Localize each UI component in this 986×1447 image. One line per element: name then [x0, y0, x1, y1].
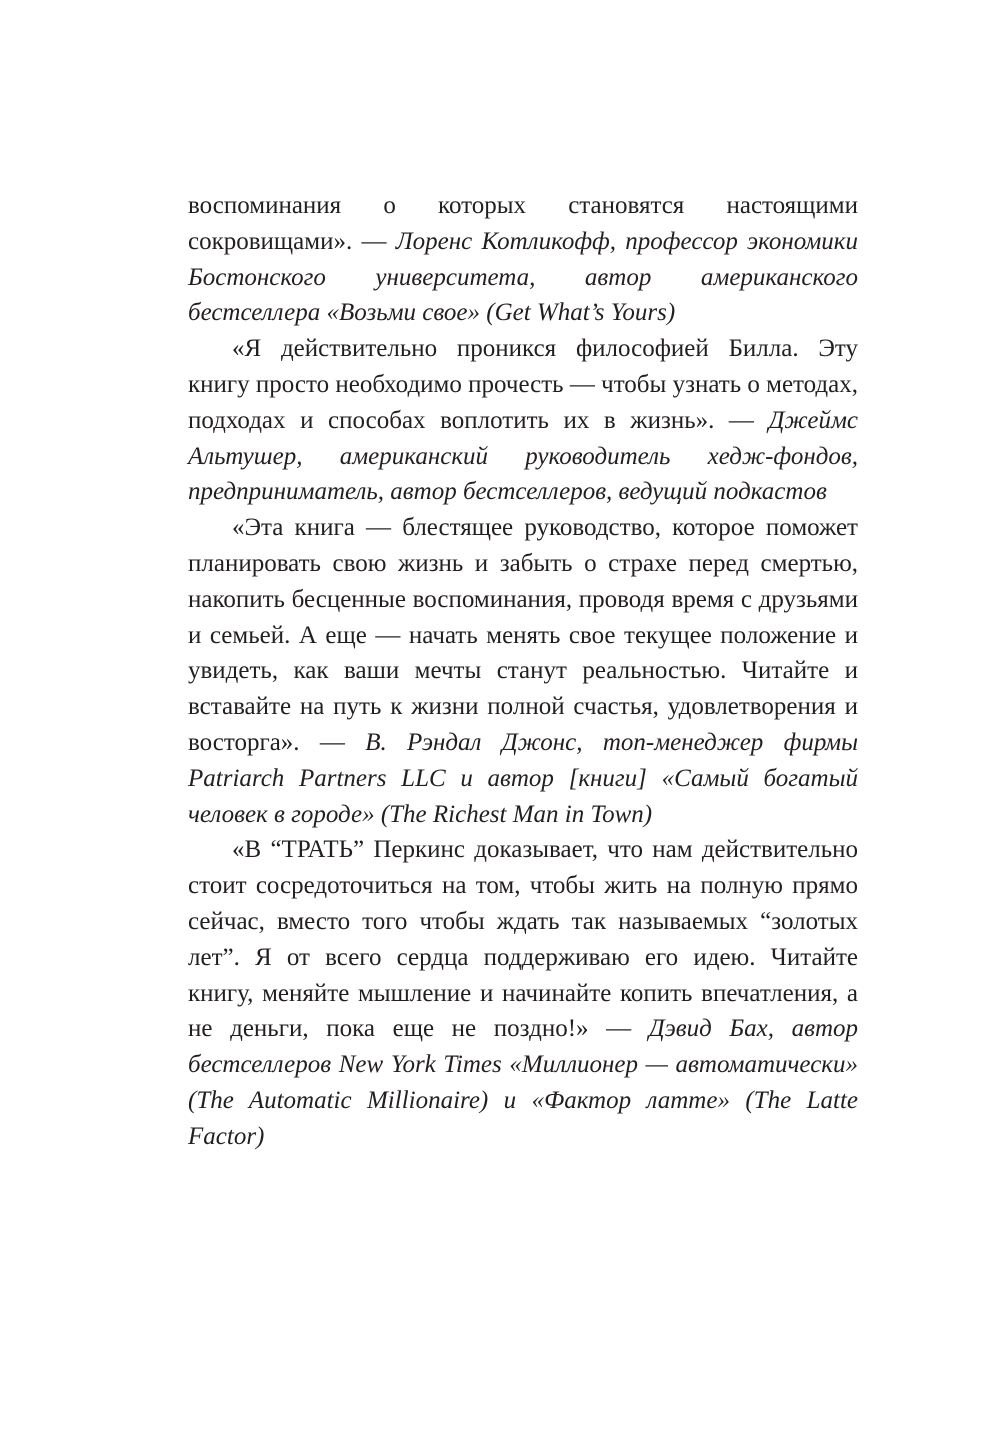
quote-text: воспоминания о которых становятся настоящими сокровищами». —	[188, 192, 858, 255]
blurb-paragraph-1	[188, 188, 858, 331]
quote-attribution: Лоренс Котликофф, профессор экономики Бостонского университета, автор американского бестселлера «Возьми свое» (Get What’s Yours)	[188, 227, 858, 327]
quote-text: «В “ТРАТЬ” Перкинс доказывает, что нам действительно стоит сосредоточиться на том, чтобы жить на полную прямо сейчас, вместо того чтобы ждать так называемых “золотых лет”. Я от всего сердца поддерживаю его идею. Читайте книгу, меняйте мышление и начинайте копить впечатления, а не деньги, пока еще не поздно!» —	[188, 836, 858, 1043]
quote-text: «Я действительно проникся философией Билла. Эту книгу просто необходимо прочесть — чтобы узнать о методах, подходах и способах воплотить их в жизнь». —	[188, 335, 858, 434]
blurb-paragraph-2	[188, 331, 858, 510]
quote-text: «Эта книга — блестящее руководство, которое поможет планировать свою жизнь и забыть о страхе перед смертью, накопить бесценные воспоминания, проводя время с друзьями и семьей. А еще — начать менять свое текущее положение и увидеть, как ваши мечты станут реальностью. Читайте и вставайте на путь к жизни полной счастья, удовлетворения и восторга». —	[188, 514, 858, 756]
quote-attribution: Дэвид Бах, автор бестселлеров New York Times «Миллионер — автоматически» (The Automatic Millionaire) и «Фактор латте» (The Latte Factor)	[188, 1015, 858, 1150]
quote-attribution: В. Рэндал Джонс, топ-менеджер фирмы Patriarch Partners LLC и автор [книги] «Самый богатый человек в городе» (The Richest Man in Town)	[188, 728, 858, 828]
blurb-paragraph-3	[188, 510, 858, 832]
book-page	[188, 188, 858, 1155]
blurb-paragraph-4	[188, 832, 858, 1154]
quote-attribution: Джеймс Альтушер, американский руководитель хедж-фондов, предприниматель, автор бестселлеров, ведущий подкастов	[188, 406, 858, 506]
